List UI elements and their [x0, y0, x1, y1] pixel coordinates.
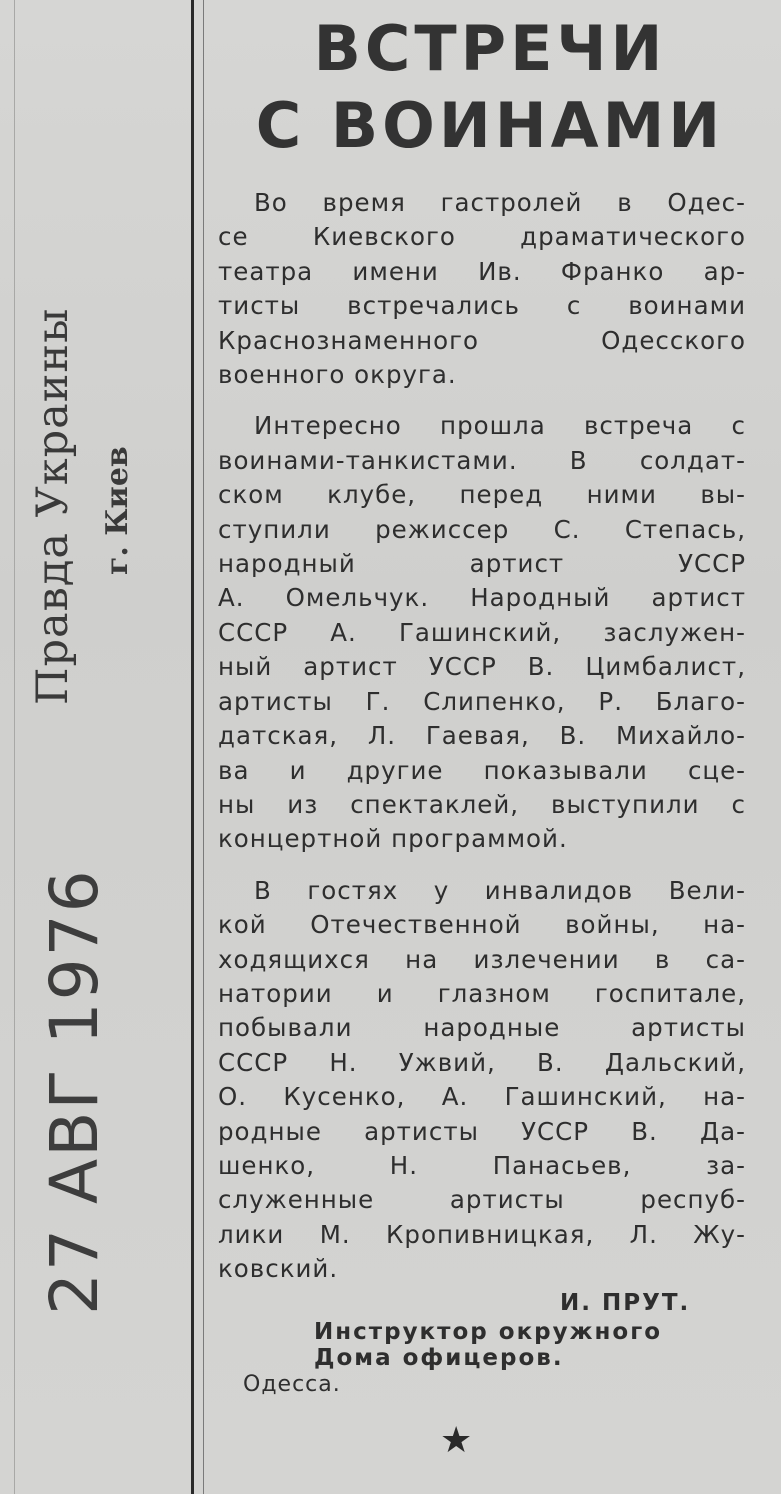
stamp-city: г. Киев [100, 446, 135, 575]
author-title-line-2: Дома офицеров. [314, 1345, 564, 1371]
text-line: СССР А. Гашинский, заслужен- [218, 617, 746, 647]
text-line: Во время гастролей в Одес- [254, 188, 746, 217]
star-ornament-icon: ★ [440, 1420, 473, 1461]
text-line: военного округа. [218, 360, 457, 390]
column-divider-thin [203, 0, 204, 1494]
text-line: ны из спектаклей, выступили с [218, 789, 746, 819]
text-line: служенные артисты респуб- [218, 1185, 746, 1215]
text-line: Краснознаменного Одесского [218, 325, 746, 355]
text-line: ступили режиссер С. Степась, [218, 514, 746, 544]
text-line: се Киевского драматического [218, 222, 746, 252]
text-line: О. Кусенко, А. Гашинский, на- [218, 1082, 746, 1112]
article-body [218, 186, 746, 1287]
text-line: тисты встречались с воинами [218, 291, 746, 321]
paragraph-1 [218, 186, 746, 392]
paragraph-3 [218, 874, 746, 1287]
text-line: ковский. [218, 1254, 339, 1284]
author-name: И. ПРУТ. [560, 1290, 691, 1316]
text-line: концертной программой. [218, 824, 568, 854]
text-line: ходящихся на излечении в са- [218, 944, 746, 974]
text-line: шенко, Н. Панасьев, за- [218, 1150, 746, 1180]
text-line: датская, Л. Гаевая, В. Михайло- [218, 721, 746, 751]
paragraph-2 [218, 409, 746, 856]
author-title-line-1: Инструктор окружного [314, 1319, 663, 1345]
headline-line-2: С ВОИНАМИ [255, 89, 725, 162]
text-line: артисты Г. Слипенко, Р. Благо- [218, 686, 746, 716]
dateline-place: Одесса. [243, 1372, 341, 1397]
text-line: В гостях у инвалидов Вели- [254, 875, 746, 905]
text-line: ва и другие показывали сце- [218, 755, 746, 785]
archive-stamp-column [0, 0, 200, 1494]
text-line: Интересно прошла встреча с [254, 411, 746, 441]
text-line: лики М. Кропивницкая, Л. Жу- [218, 1219, 746, 1249]
text-line: ском клубе, перед ними вы- [218, 480, 746, 510]
text-line: А. Омельчук. Народный артист [218, 583, 746, 613]
stamp-date: 27 АВГ 1976 [36, 868, 113, 1315]
text-line: родные артисты УССР В. Да- [218, 1116, 746, 1146]
column-divider [191, 0, 194, 1494]
stamp-paper-name: Правда Украины [28, 307, 78, 705]
headline-line-1: ВСТРЕЧИ [313, 12, 667, 85]
text-line: ный артист УССР В. Цимбалист, [218, 652, 746, 682]
text-line: воинами-танкистами. В солдат- [218, 445, 746, 475]
text-line: кой Отечественной войны, на- [218, 910, 746, 940]
text-line: побывали народные артисты [218, 1013, 746, 1043]
text-line: натории и глазном госпитале, [218, 978, 746, 1008]
text-line: театра имени Ив. Франко ар- [218, 256, 746, 286]
text-line: СССР Н. Ужвий, В. Дальский, [218, 1047, 746, 1077]
text-line: народный артист УССР [218, 549, 746, 579]
